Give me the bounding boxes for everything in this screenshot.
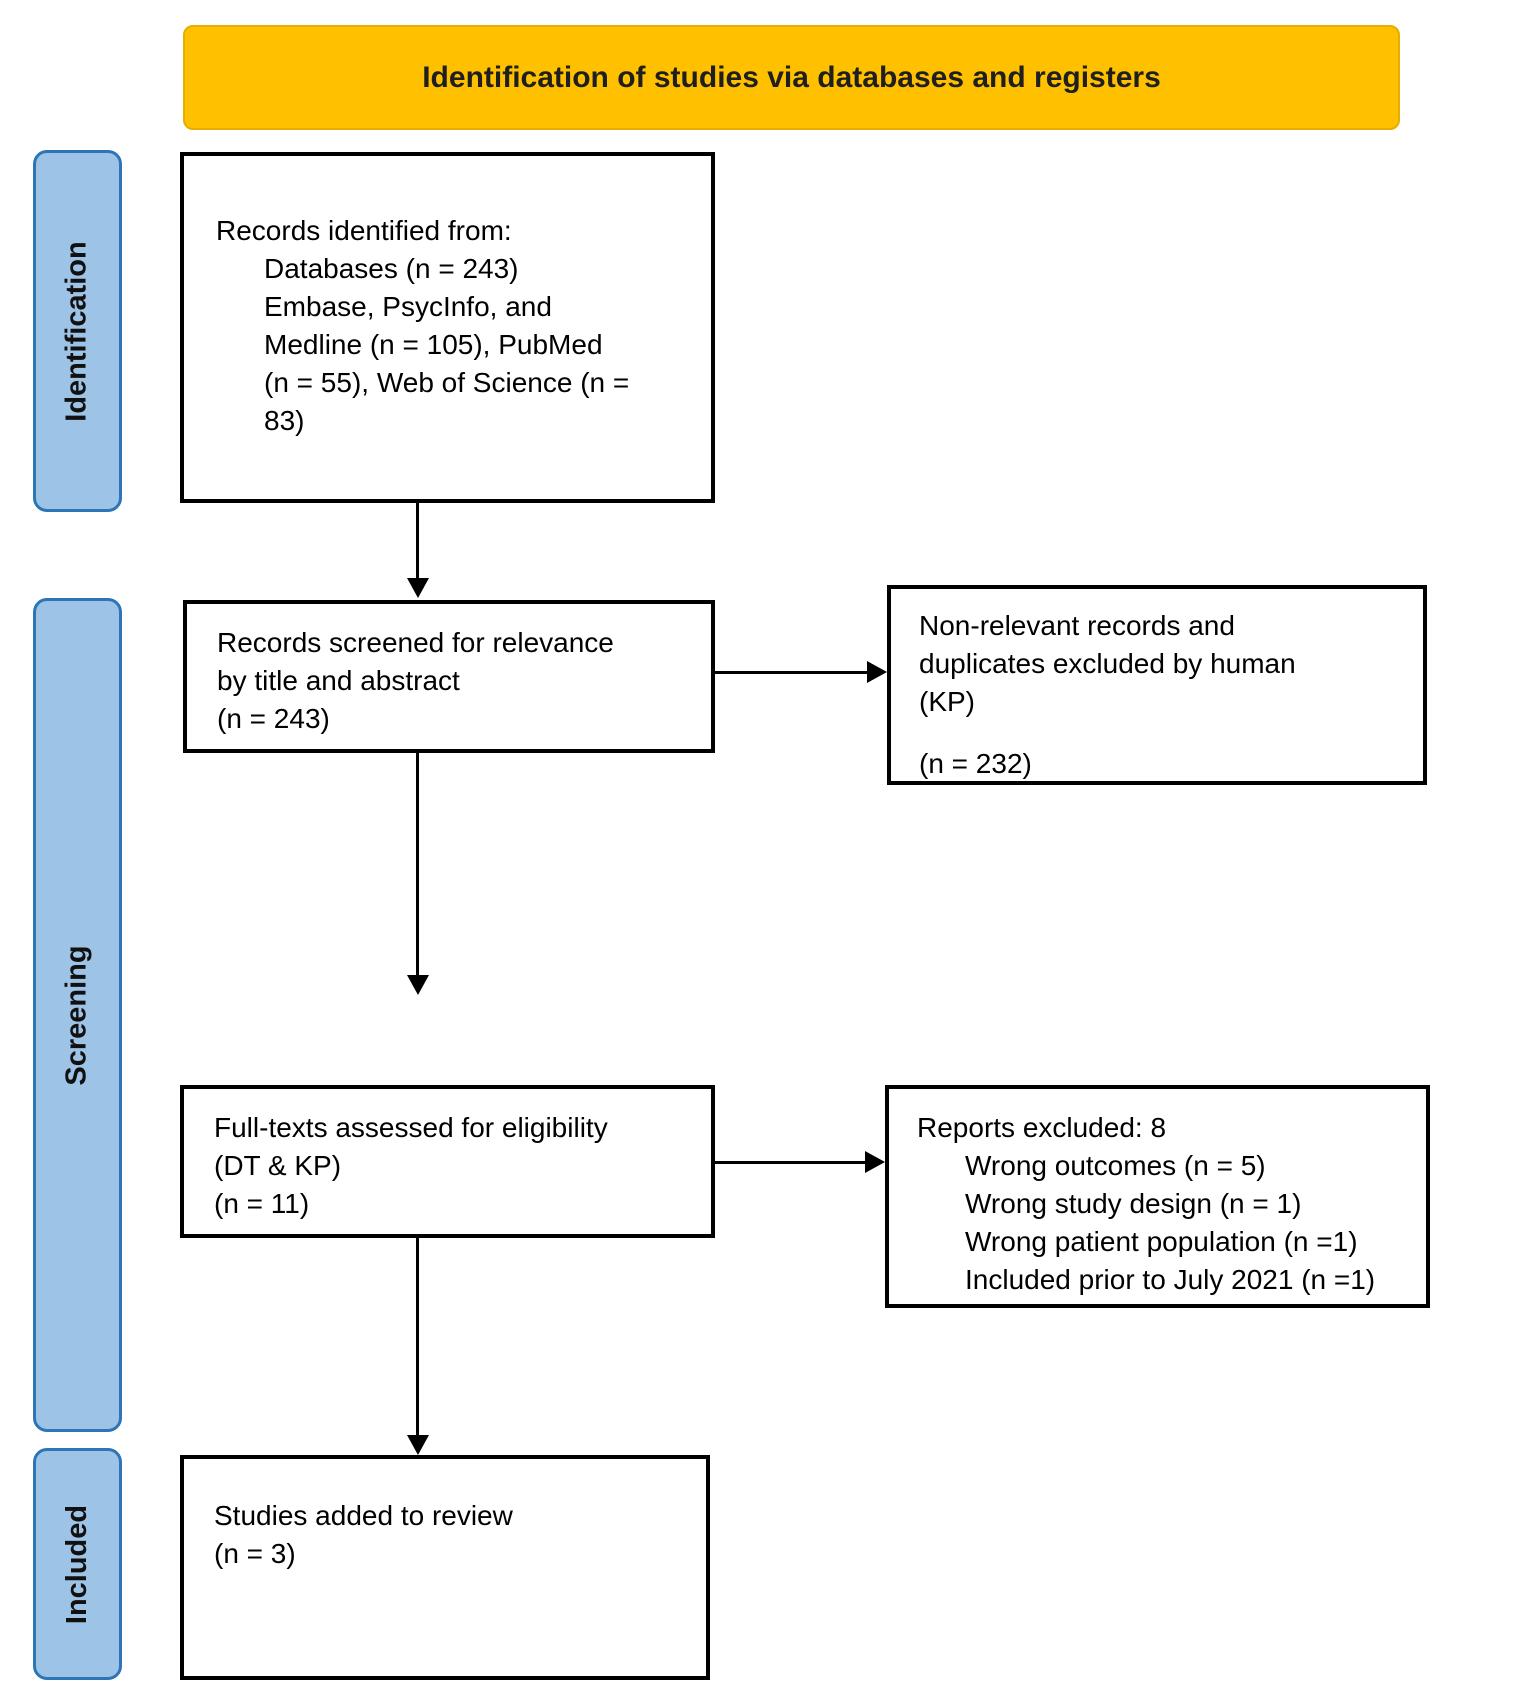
box-line: Wrong study design (n = 1) — [965, 1188, 1302, 1219]
box-line: (KP) — [919, 686, 975, 717]
box-line: (n = 232) — [919, 748, 1032, 779]
box-line: Studies added to review — [214, 1500, 513, 1531]
arrow-fulltexts-to-reports-line — [715, 1161, 867, 1164]
box-line: Records identified from: — [216, 215, 512, 246]
box-line: by title and abstract — [217, 665, 460, 696]
box-line: Full-texts assessed for eligibility — [214, 1112, 608, 1143]
box-line: (n = 55), Web of Science (n = — [264, 367, 630, 398]
arrow-fulltexts-to-studies-head — [407, 1435, 429, 1455]
box-studies-added — [180, 1455, 710, 1680]
box-line: Medline (n = 105), PubMed — [264, 329, 603, 360]
box-records-identified — [180, 152, 715, 503]
box-line: Records screened for relevance — [217, 627, 614, 658]
box-line: Wrong outcomes (n = 5) — [965, 1150, 1266, 1181]
box-line: Non-relevant records and — [919, 610, 1235, 641]
stage-label-screening-text: Screening — [61, 944, 93, 1086]
box-line: (n = 11) — [214, 1188, 310, 1219]
box-line: (DT & KP) — [214, 1150, 342, 1181]
box-fulltexts-assessed — [180, 1085, 715, 1238]
box-line: Included prior to July 2021 (n =1) — [965, 1264, 1376, 1295]
arrow-identified-to-screened-line — [416, 503, 419, 580]
box-records-screened — [183, 600, 715, 753]
arrow-screened-to-excluded-line — [715, 671, 869, 674]
box-line: (n = 3) — [214, 1538, 296, 1569]
box-reports-excluded — [885, 1085, 1430, 1308]
box-nonrelevant-excluded — [887, 585, 1427, 785]
box-line: Reports excluded: 8 — [917, 1112, 1167, 1143]
box-line: (n = 243) — [217, 703, 330, 734]
arrow-fulltexts-to-reports-head — [865, 1151, 885, 1173]
header-banner — [183, 25, 1400, 130]
stage-label-screening — [33, 598, 122, 1432]
box-line: Wrong patient population (n =1) — [965, 1226, 1358, 1257]
arrow-screened-to-fulltexts-head — [407, 975, 429, 995]
stage-label-included — [33, 1448, 122, 1680]
stage-label-identification-text: Identification — [61, 240, 94, 422]
arrow-screened-to-excluded-head — [867, 661, 887, 683]
box-line: Embase, PsycInfo, and — [264, 291, 552, 322]
stage-label-identification — [33, 150, 122, 512]
arrow-screened-to-fulltexts-line — [416, 753, 419, 977]
arrow-identified-to-screened-head — [407, 578, 429, 598]
stage-label-included-text: Included — [61, 1504, 94, 1624]
header-title: Identification of studies via databases and registers — [422, 60, 1161, 94]
box-line: duplicates excluded by human — [919, 648, 1296, 679]
arrow-fulltexts-to-studies-line — [416, 1238, 419, 1437]
box-line: Databases (n = 243) — [264, 253, 519, 284]
box-line: 83) — [264, 405, 305, 436]
